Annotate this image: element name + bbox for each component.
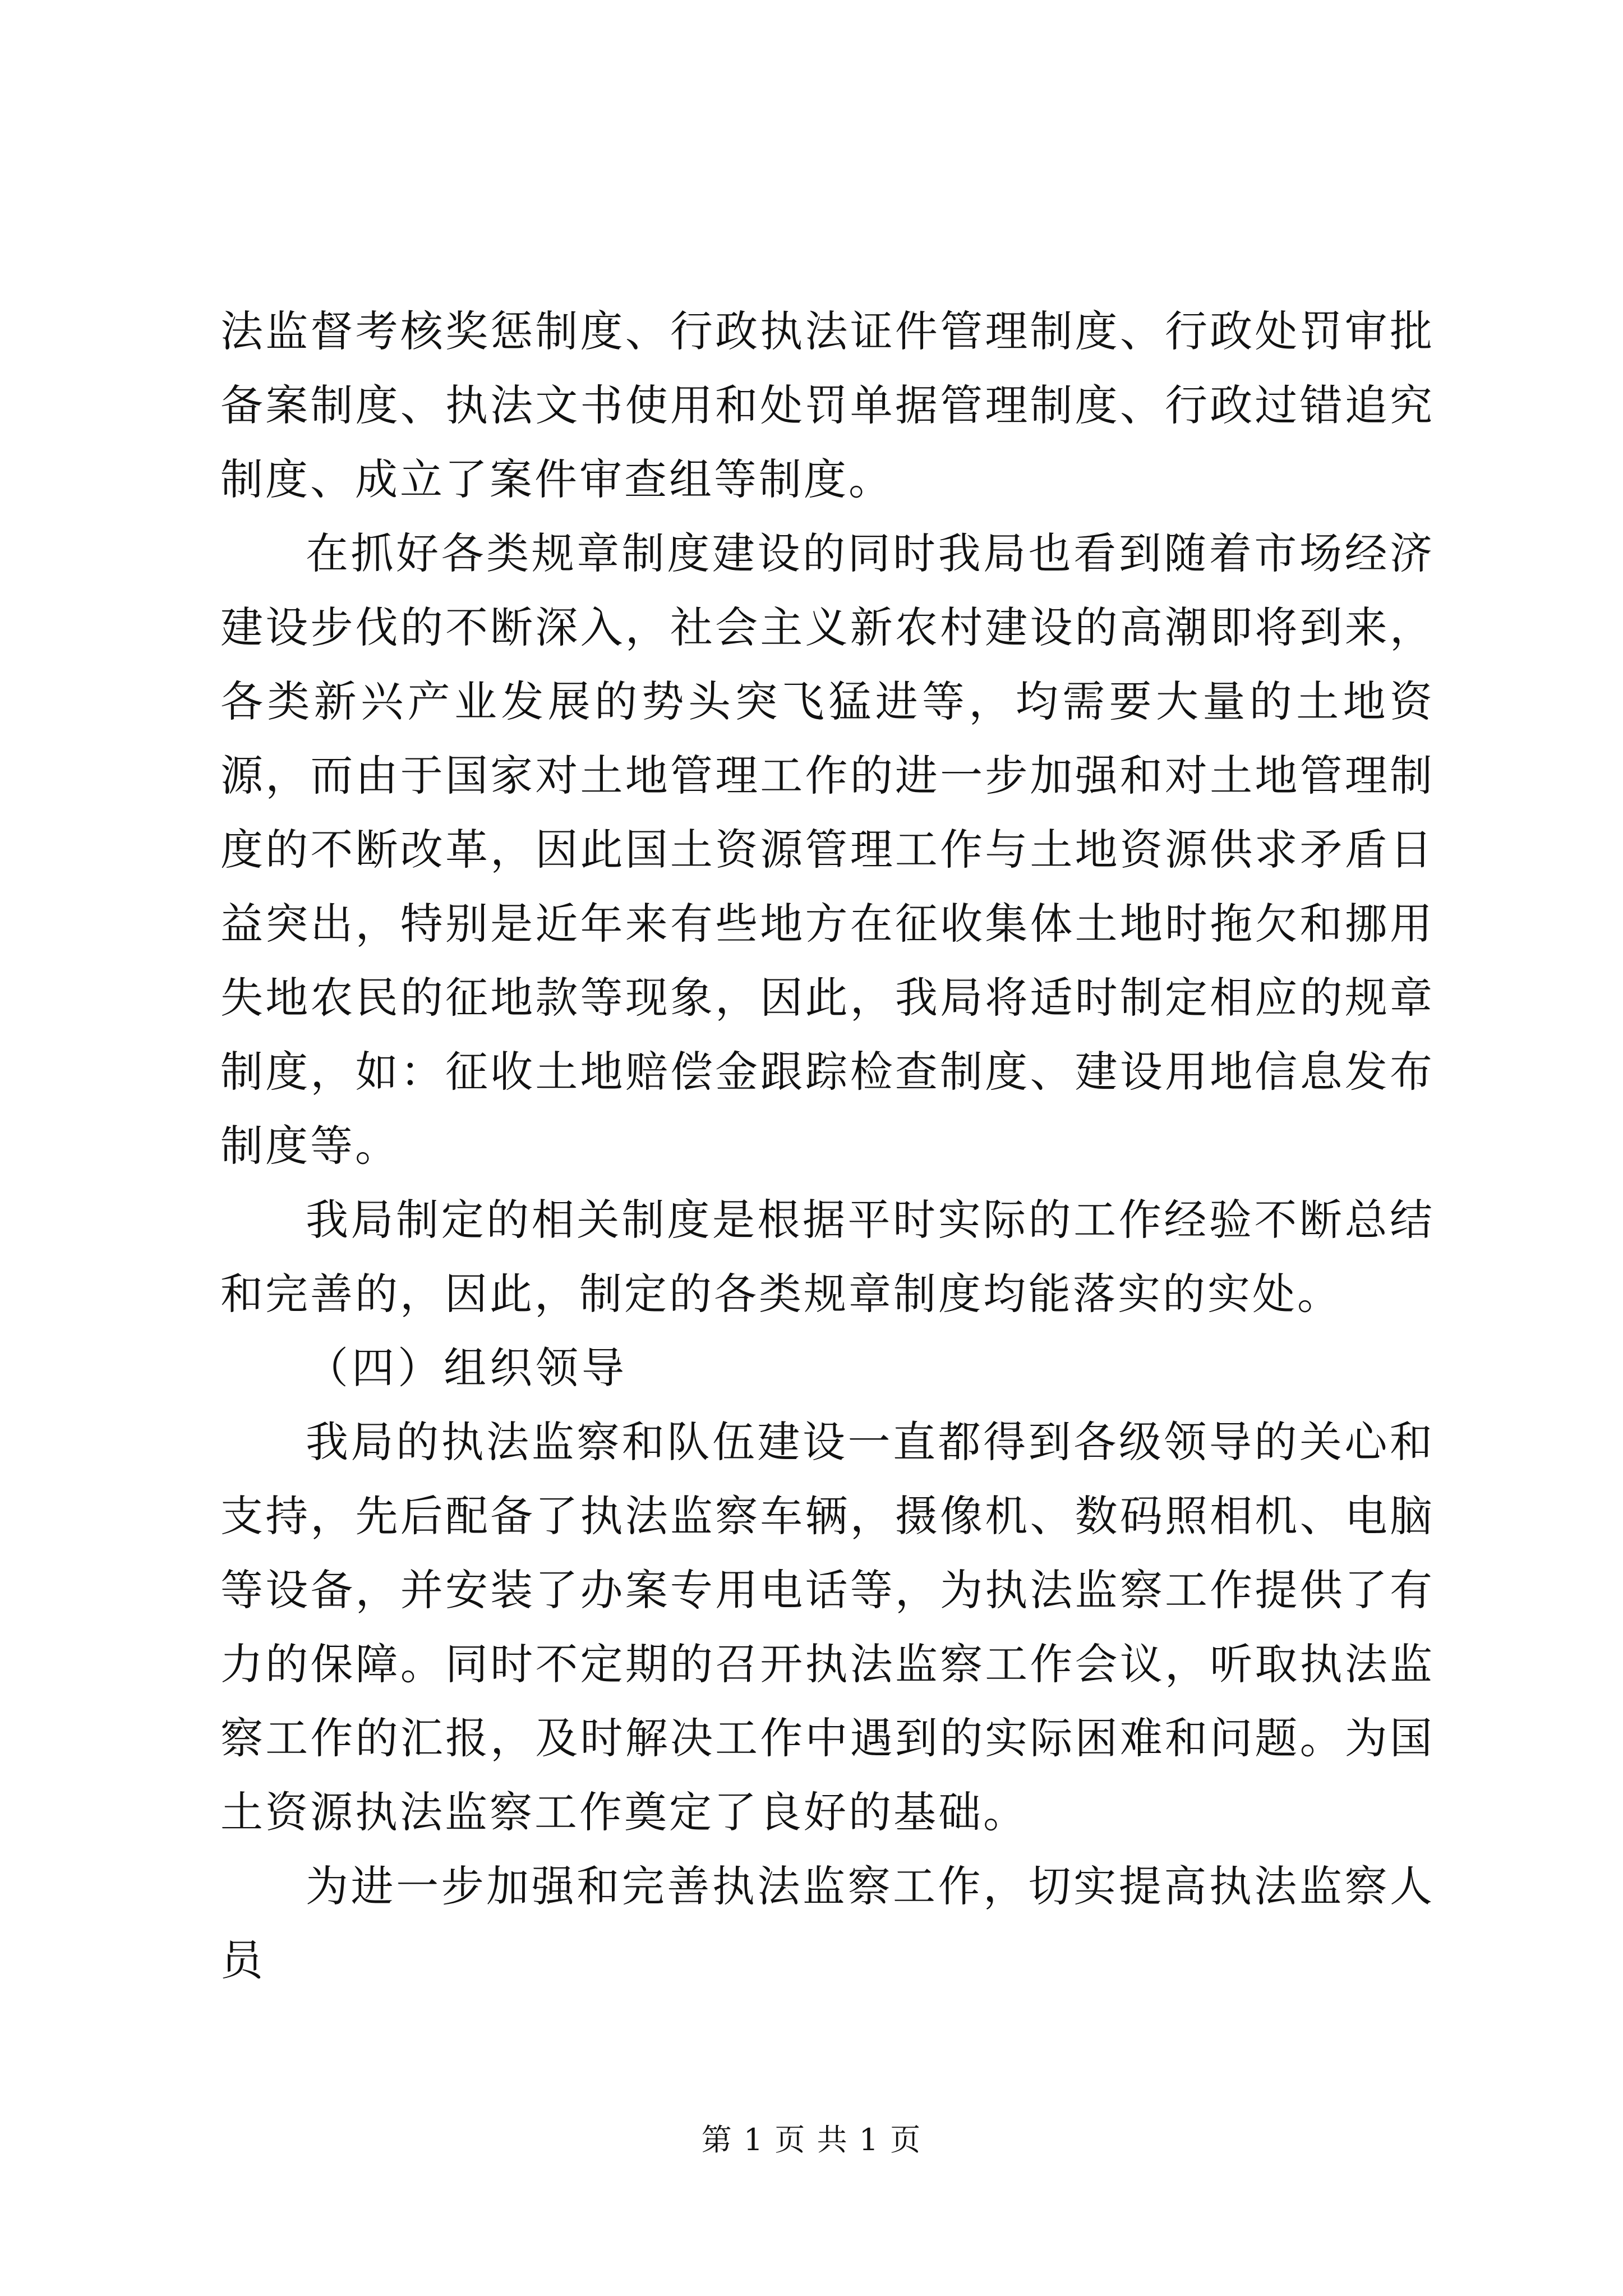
document-body — [220, 295, 1435, 1998]
section-heading: （四）组织领导 — [306, 1343, 628, 1393]
paragraph-regulations: 在抓好各类规章制度建设的同时我局也看到随着市场经济建设步伐的不断深入，社会主义新农村建设的高潮即将到来，各类新兴产业发展的势头突飞猛进等，均需要大量的土地资源，而由于国家对土地管理工作的进一步加强和对土地管理制度的不断改革，因此国土资源管理工作与土地资源供求矛盾日益突出，特别是近年来有些地方在征收集体土地时拖欠和挪用失地农民的征地款等现象，因此，我局将适时制定相应的规章制度，如：征收土地赔偿金跟踪检查制度、建设用地信息发布制度等。 — [220, 528, 1435, 1171]
paragraph-improvement: 为进一步加强和完善执法监察工作，切实提高执法监察人员 — [220, 1861, 1435, 1985]
page-footer: 第 1 页 共 1 页 — [701, 2122, 922, 2157]
paragraph-leadership: 我局的执法监察和队伍建设一直都得到各级领导的关心和支持，先后配备了执法监察车辆，摄像机、数码照相机、电脑等设备，并安装了办案专用电话等，为执法监察工作提供了有力的保障。同时不定期的召开执法监察工作会议，听取执法监察工作的汇报，及时解决工作中遇到的实际困难和问题。为国土资源执法监察工作奠定了良好的基础。 — [220, 1417, 1435, 1837]
paragraph-continuation: 法监督考核奖惩制度、行政执法证件管理制度、行政处罚审批备案制度、执法文书使用和处罚单据管理制度、行政过错追究制度、成立了案件审查组等制度。 — [220, 306, 1435, 504]
paragraph-system-summary: 我局制定的相关制度是根据平时实际的工作经验不断总结和完善的，因此，制定的各类规章制度均能落实的实处。 — [220, 1195, 1435, 1319]
